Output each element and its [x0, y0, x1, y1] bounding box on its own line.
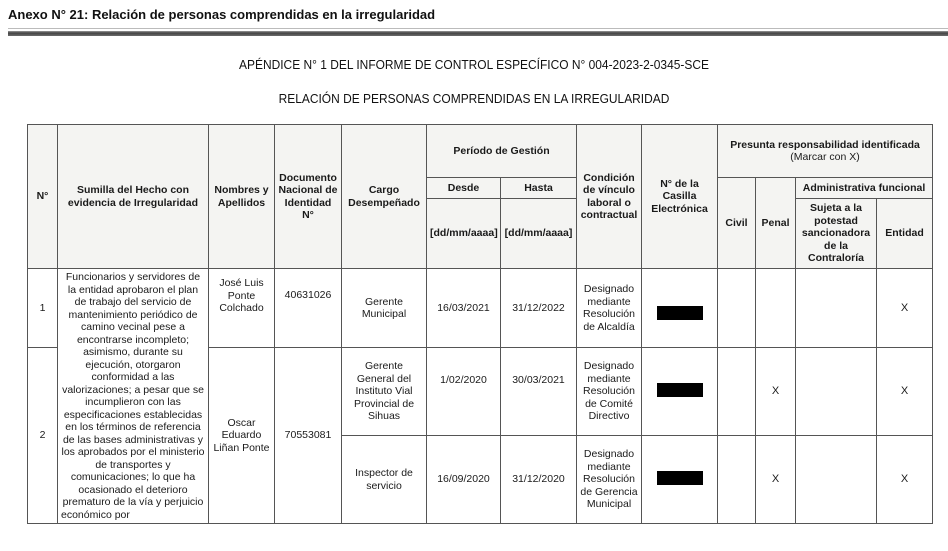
- header-hasta-format: [dd/mm/aaaa]: [501, 199, 577, 269]
- row-nombres: José Luis Ponte Colchado: [209, 269, 275, 348]
- annex-title: Anexo N° 21: Relación de personas comprendidas en la irregularidad: [8, 7, 436, 22]
- row-condicion: Designado mediante Resolución de Comité Directivo: [577, 348, 642, 436]
- header-no: N°: [28, 125, 58, 269]
- header-casilla: N° de la Casilla Electrónica: [642, 125, 718, 269]
- row-penal: X: [756, 436, 796, 524]
- row-desde: 16/03/2021: [427, 269, 501, 348]
- row-entidad: X: [877, 269, 933, 348]
- row-entidad: X: [877, 436, 933, 524]
- relation-heading: RELACIÓN DE PERSONAS COMPRENDIDAS EN LA IRREGULARIDAD: [278, 91, 670, 106]
- header-administrativa: Administrativa funcional: [796, 178, 933, 199]
- row-penal: X: [756, 348, 796, 436]
- row-cargo: Gerente Municipal: [342, 269, 427, 348]
- row-penal: [756, 269, 796, 348]
- header-hasta: Hasta: [501, 178, 577, 199]
- header-nombres: Nombres y Apellidos: [209, 125, 275, 269]
- header-desde: Desde: [427, 178, 501, 199]
- row-sujeta: [796, 436, 877, 524]
- table-row: [28, 269, 933, 348]
- row-civil: [718, 436, 756, 524]
- header-presunta: [718, 125, 933, 178]
- header-sumilla: Sumilla del Hecho con evidencia de Irregularidad: [58, 125, 209, 269]
- row-sujeta: [796, 269, 877, 348]
- row-hasta: 30/03/2021: [501, 348, 577, 436]
- row-hasta: 31/12/2020: [501, 436, 577, 524]
- header-desde-format: [dd/mm/aaaa]: [427, 199, 501, 269]
- row-no: 2: [28, 348, 58, 524]
- persons-table: [27, 124, 933, 524]
- row-dni: 40631026: [275, 269, 342, 348]
- row-desde: 16/09/2020: [427, 436, 501, 524]
- appendix-heading: APÉNDICE N° 1 DEL INFORME DE CONTROL ESPECÍFICO N° 004-2023-2-0345-SCE: [239, 57, 709, 72]
- row-nombres: Oscar Eduardo Liñan Ponte: [209, 348, 275, 524]
- row-civil: [718, 348, 756, 436]
- row-no: 1: [28, 269, 58, 348]
- row-condicion: Designado mediante Resolución de Alcaldía: [577, 269, 642, 348]
- header-cargo: Cargo Desempeñado: [342, 125, 427, 269]
- row-casilla: [642, 269, 718, 348]
- header-presunta-title: Presunta responsabilidad identificada: [730, 138, 920, 151]
- header-dni: Documento Nacional de Identidad N°: [275, 125, 342, 269]
- row-sujeta: [796, 348, 877, 436]
- row-cargo: Inspector de servicio: [342, 436, 427, 524]
- redaction-block: [657, 383, 703, 397]
- row-casilla: [642, 436, 718, 524]
- row-hasta: 31/12/2022: [501, 269, 577, 348]
- row-dni: 70553081: [275, 348, 342, 524]
- header-entidad: Entidad: [877, 199, 933, 269]
- row-condicion: Designado mediante Resolución de Gerencia Municipal: [577, 436, 642, 524]
- header-rule: [8, 31, 948, 36]
- redaction-block: [657, 471, 703, 485]
- header-sujeta: Sujeta a la potestad sancionadora de la Contraloría: [796, 199, 877, 269]
- header-rule-thin: [8, 28, 948, 29]
- header-condicion: Condición de vínculo laboral o contractual: [577, 125, 642, 269]
- row-casilla: [642, 348, 718, 436]
- row-entidad: X: [877, 348, 933, 436]
- header-penal: Penal: [756, 178, 796, 269]
- sumilla-text: Funcionarios y servidores de la entidad aprobaron el plan de trabajo del servicio de mantenimiento periódico de camino vecinal pese a encontrarse incompleto; asimismo, durante su ejecución, otorgaron conformidad a las valorizaciones; a pesar que se incumplieron con las especificaciones establecidas en los términos de referencia de las bases administrativas y los aprobados por el ministerio de transportes y comunicaciones; lo que ha ocasionado el deterioro prematuro de la vía y perjuicio económico por: [58, 269, 209, 524]
- row-desde: 1/02/2020: [427, 348, 501, 436]
- row-civil: [718, 269, 756, 348]
- header-marcar: (Marcar con X): [790, 151, 860, 163]
- row-cargo: Gerente General del Instituto Vial Provincial de Sihuas: [342, 348, 427, 436]
- header-periodo: Período de Gestión: [427, 125, 577, 178]
- redaction-block: [657, 306, 703, 320]
- header-civil: Civil: [718, 178, 756, 269]
